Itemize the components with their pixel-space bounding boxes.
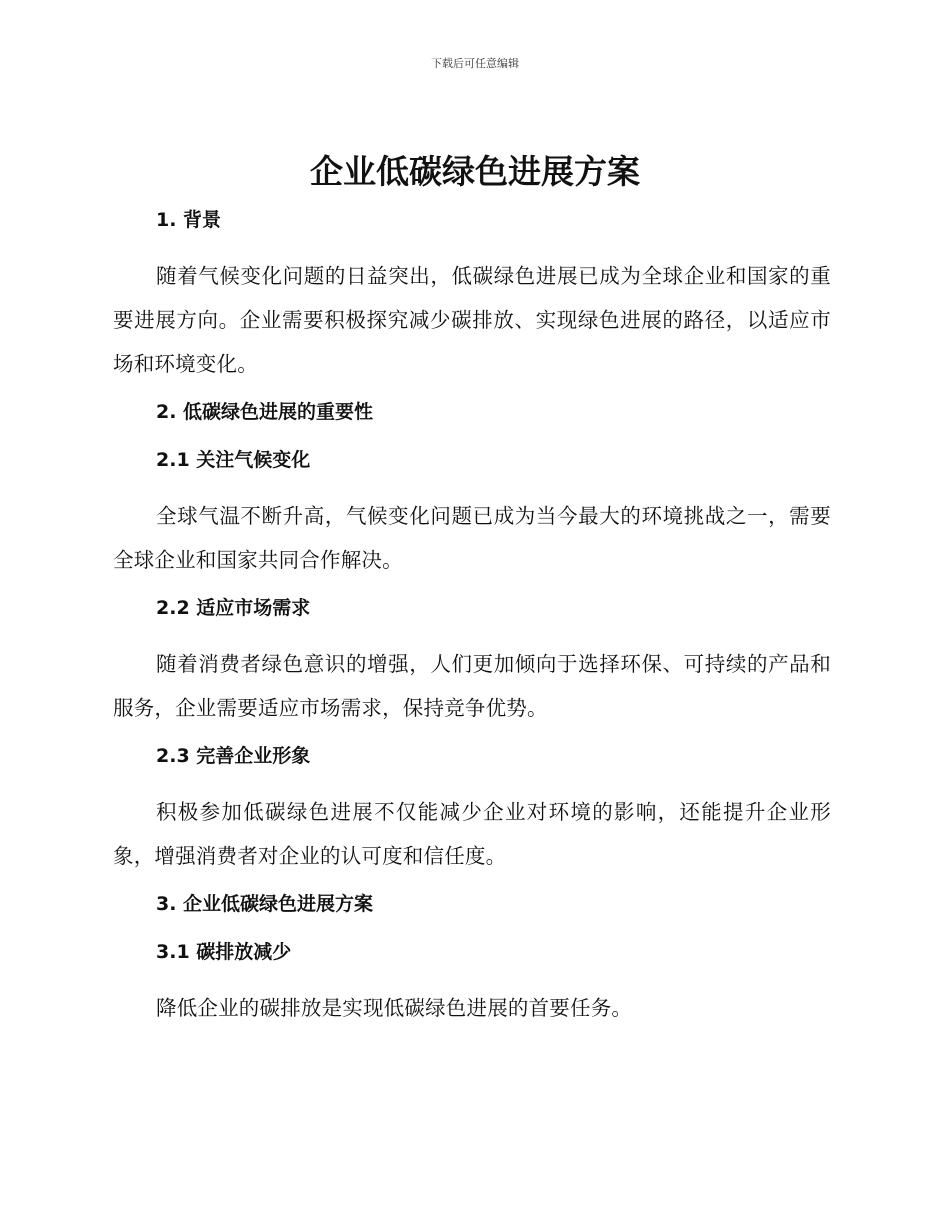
section-heading-plan: 3. 企业低碳绿色进展方案 — [156, 893, 374, 915]
section-heading-importance: 2. 低碳绿色进展的重要性 — [156, 401, 374, 423]
subsection-heading-emission: 3.1 碳排放减少 — [156, 941, 292, 963]
paragraph-image: 积极参加低碳绿色进展不仅能减少企业对环境的影响，还能提升企业形象，增强消费者对企业的认可度和信任度。 — [113, 800, 831, 868]
subsection-heading-climate: 2.1 关注气候变化 — [156, 449, 311, 471]
subsection-heading-image: 2.3 完善企业形象 — [156, 745, 311, 767]
subsection-heading-market: 2.2 适应市场需求 — [156, 597, 311, 619]
paragraph-background: 随着气候变化问题的日益突出，低碳绿色进展已成为全球企业和国家的重要进展方向。企业需要积极探究减少碳排放、实现绿色进展的路径，以适应市场和环境变化。 — [113, 264, 831, 376]
paragraph-market: 随着消费者绿色意识的增强，人们更加倾向于选择环保、可持续的产品和服务，企业需要适应市场需求，保持竞争优势。 — [113, 652, 831, 720]
paragraph-climate: 全球气温不断升高，气候变化问题已成为当今最大的环境挑战之一，需要全球企业和国家共同合作解决。 — [113, 504, 831, 572]
section-heading-background: 1. 背景 — [156, 209, 222, 231]
document-title: 企业低碳绿色进展方案 — [310, 152, 640, 191]
document-body — [113, 200, 831, 1042]
paragraph-emission: 降低企业的碳排放是实现低碳绿色进展的首要任务。 — [156, 996, 633, 1020]
header-note: 下载后可任意编辑 — [431, 57, 519, 70]
